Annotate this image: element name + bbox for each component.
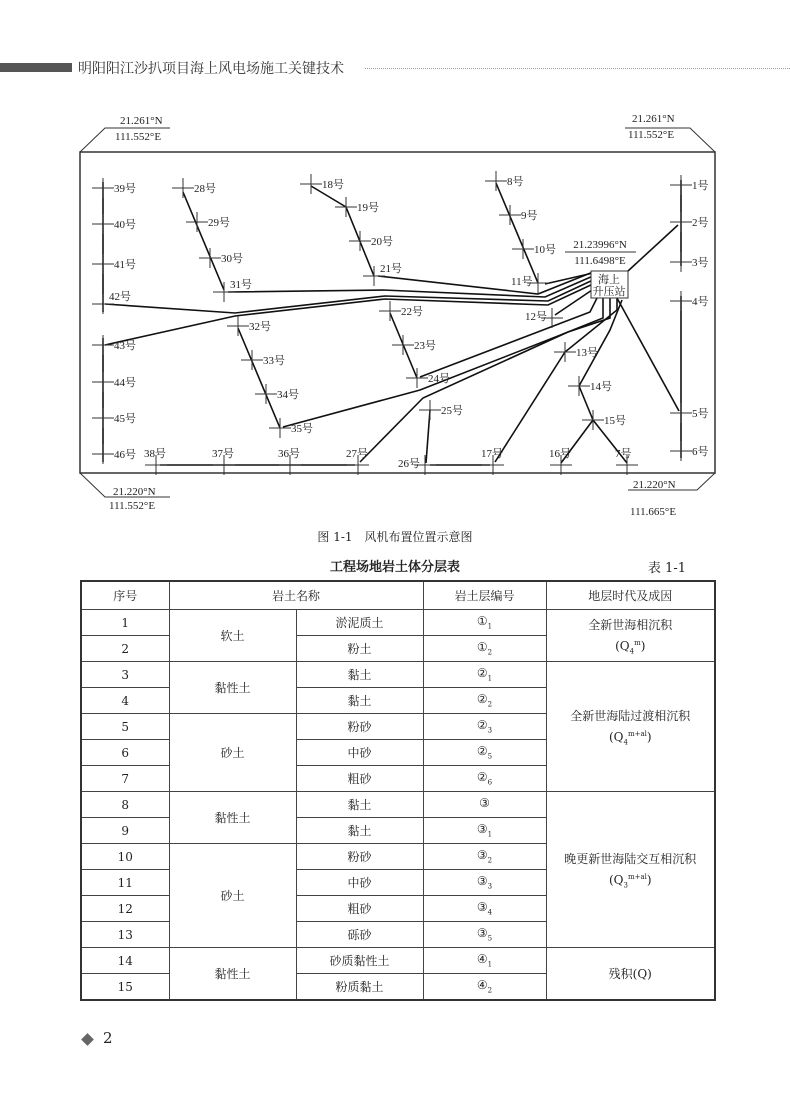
cell-code bbox=[423, 818, 546, 844]
era-symbol: $(Q_4^{m+al})$ bbox=[608, 729, 652, 747]
era-q-sup: m bbox=[634, 638, 641, 647]
table-row bbox=[81, 792, 715, 818]
turbine-marker bbox=[241, 350, 263, 370]
cell-code bbox=[423, 636, 546, 662]
turbine-label: 3号 bbox=[692, 257, 709, 269]
code-symbol: ① bbox=[476, 614, 488, 629]
cell-code bbox=[423, 922, 546, 948]
code-subscript: 5 bbox=[487, 934, 493, 943]
cell-no: 10 bbox=[81, 844, 169, 870]
cell-name: 黏土 bbox=[296, 792, 423, 818]
cell-era bbox=[546, 610, 715, 662]
code-symbol: ③ bbox=[476, 900, 488, 915]
cell-name: 粉质黏土 bbox=[296, 974, 423, 1001]
turbine-marker bbox=[512, 239, 534, 259]
code-symbol: ② bbox=[476, 718, 488, 733]
turbine-marker bbox=[92, 214, 114, 234]
cable-route bbox=[360, 298, 610, 462]
turbine-label: 39号 bbox=[114, 183, 136, 195]
corner-tl-lon: 111.552°E bbox=[115, 131, 162, 143]
turbine-label: 16号 bbox=[549, 448, 571, 460]
turbine-marker bbox=[670, 403, 692, 423]
cell-no: 1 bbox=[81, 610, 169, 636]
turbine-marker bbox=[379, 301, 401, 321]
corner-tr-lon: 111.552°E bbox=[628, 129, 675, 141]
running-header: 明阳阳江沙扒项目海上风电场施工关键技术 bbox=[78, 61, 344, 77]
corner-br-lat: 21.220°N bbox=[633, 479, 676, 491]
turbine-label: 44号 bbox=[114, 377, 136, 389]
turbine-marker bbox=[670, 441, 692, 461]
turbine-marker bbox=[92, 335, 114, 355]
cell-no: 14 bbox=[81, 948, 169, 974]
turbine-marker bbox=[199, 248, 221, 268]
code-symbol: ③ bbox=[476, 822, 488, 837]
code-symbol: ③ bbox=[479, 796, 490, 811]
code-subscript: 6 bbox=[487, 778, 493, 787]
soil-layer-table bbox=[80, 580, 716, 1001]
table-title: 工程场地岩土体分层表 bbox=[329, 560, 460, 575]
cell-no: 8 bbox=[81, 792, 169, 818]
cable-route bbox=[311, 186, 374, 276]
turbine-label: 32号 bbox=[249, 321, 271, 333]
turbine-label: 20号 bbox=[371, 236, 393, 248]
era-text: 残积(Q) bbox=[608, 967, 652, 981]
turbine-marker bbox=[269, 418, 291, 438]
turbine-label: 42号 bbox=[109, 291, 131, 303]
turbine-label: 21号 bbox=[380, 263, 402, 275]
cable-route bbox=[183, 192, 224, 290]
cell-name: 淤泥质土 bbox=[296, 610, 423, 636]
code-symbol: ② bbox=[476, 770, 488, 785]
footer-diamond-icon bbox=[81, 1033, 94, 1046]
turbine-label: 2号 bbox=[692, 217, 709, 229]
turbine-marker bbox=[92, 408, 114, 428]
cell-no: 12 bbox=[81, 896, 169, 922]
turbine-marker bbox=[172, 178, 194, 198]
cell-group: 黏性土 bbox=[169, 662, 296, 714]
code-subscript: 5 bbox=[487, 752, 493, 761]
turbine-label: 46号 bbox=[114, 449, 136, 461]
code-symbol: ② bbox=[476, 692, 488, 707]
era-text: 全新世海陆过渡相沉积 bbox=[570, 708, 691, 723]
era-q: Q bbox=[619, 638, 630, 653]
cell-no: 6 bbox=[81, 740, 169, 766]
turbine-marker bbox=[568, 376, 590, 396]
code-symbol: ③ bbox=[476, 848, 488, 863]
turbine-label: 22号 bbox=[401, 306, 423, 318]
cable-route bbox=[420, 298, 597, 377]
era-q-sub: 4 bbox=[623, 738, 628, 747]
cell-code bbox=[423, 662, 546, 688]
turbine-label: 24号 bbox=[428, 373, 450, 385]
era-q-sub: 4 bbox=[629, 647, 635, 656]
cell-no: 7 bbox=[81, 766, 169, 792]
col-header-name: 岩土名称 bbox=[169, 581, 423, 610]
era-q: Q bbox=[613, 872, 624, 887]
turbine-marker bbox=[335, 197, 357, 217]
turbine-label: 34号 bbox=[277, 389, 299, 401]
era-q: Q bbox=[613, 729, 624, 744]
col-header-code: 岩土层编号 bbox=[423, 581, 546, 610]
code-subscript: 1 bbox=[487, 622, 493, 631]
turbine-label: 41号 bbox=[114, 259, 136, 271]
turbine-label: 1号 bbox=[692, 180, 709, 192]
cell-name: 中砂 bbox=[296, 870, 423, 896]
turbine-label: 43号 bbox=[114, 340, 136, 352]
cell-code bbox=[423, 792, 546, 818]
turbine-label: 28号 bbox=[194, 183, 216, 195]
turbine-marker bbox=[670, 175, 692, 195]
code-subscript: 3 bbox=[487, 726, 493, 735]
table-row bbox=[81, 662, 715, 688]
cell-name: 粉土 bbox=[296, 636, 423, 662]
turbine-marker bbox=[499, 205, 521, 225]
cell-no: 2 bbox=[81, 636, 169, 662]
table-row bbox=[81, 610, 715, 636]
table-row bbox=[81, 948, 715, 974]
turbine-marker bbox=[419, 400, 441, 420]
turbine-label: 11号 bbox=[511, 276, 533, 288]
cell-group: 黏性土 bbox=[169, 948, 296, 1001]
cell-no: 13 bbox=[81, 922, 169, 948]
era-q-sup: m+al bbox=[627, 729, 647, 738]
cell-code bbox=[423, 740, 546, 766]
cell-name: 砂质黏性土 bbox=[296, 948, 423, 974]
cable-route bbox=[426, 410, 430, 463]
col-header-era: 地层时代及成因 bbox=[546, 581, 715, 610]
turbine-label: 25号 bbox=[441, 405, 463, 417]
cell-group: 黏性土 bbox=[169, 792, 296, 844]
code-subscript: 3 bbox=[487, 882, 493, 891]
code-subscript: 2 bbox=[487, 700, 493, 709]
cell-name: 粗砂 bbox=[296, 766, 423, 792]
turbine-label: 10号 bbox=[534, 244, 556, 256]
figure-caption: 图 1-1 风机布置位置示意图 bbox=[317, 530, 473, 544]
cell-name: 粗砂 bbox=[296, 896, 423, 922]
cell-code bbox=[423, 896, 546, 922]
cell-era bbox=[546, 662, 715, 792]
cell-code bbox=[423, 714, 546, 740]
substation-lon: 111.6498°E bbox=[574, 255, 626, 267]
corner-tl-lat: 21.261°N bbox=[120, 115, 163, 127]
code-symbol: ③ bbox=[476, 926, 488, 941]
code-subscript: 2 bbox=[487, 986, 493, 995]
turbine-label: 36号 bbox=[278, 448, 300, 460]
cell-name: 黏土 bbox=[296, 818, 423, 844]
turbine-label: 18号 bbox=[322, 179, 344, 191]
turbine-label: 13号 bbox=[576, 347, 598, 359]
cell-code bbox=[423, 688, 546, 714]
turbine-marker bbox=[392, 335, 414, 355]
code-symbol: ① bbox=[476, 640, 488, 655]
cell-name: 中砂 bbox=[296, 740, 423, 766]
cell-no: 9 bbox=[81, 818, 169, 844]
substation-label-2: 升压站 bbox=[592, 286, 626, 298]
corner-br-lon: 111.665°E bbox=[630, 506, 677, 518]
cell-group: 软土 bbox=[169, 610, 296, 662]
turbine-layout-diagram bbox=[0, 0, 790, 520]
turbine-marker bbox=[582, 410, 604, 430]
code-subscript: 4 bbox=[487, 908, 493, 917]
era-text: 全新世海相沉积 bbox=[588, 617, 673, 632]
code-symbol: ③ bbox=[476, 874, 488, 889]
cell-code bbox=[423, 610, 546, 636]
turbine-label: 15号 bbox=[604, 415, 626, 427]
cell-group: 砂土 bbox=[169, 714, 296, 792]
era-symbol: $(Q_3^{m+al})$ bbox=[608, 872, 652, 890]
turbine-label: 35号 bbox=[291, 423, 313, 435]
cell-code bbox=[423, 974, 546, 1001]
cell-name: 粉砂 bbox=[296, 714, 423, 740]
corner-bl-lat: 21.220°N bbox=[113, 486, 156, 498]
cell-name: 黏土 bbox=[296, 662, 423, 688]
cable-route bbox=[238, 328, 280, 428]
cable-route bbox=[496, 183, 538, 283]
cell-no: 15 bbox=[81, 974, 169, 1001]
turbine-label: 4号 bbox=[692, 296, 709, 308]
cell-name: 黏土 bbox=[296, 688, 423, 714]
page-number: 2 bbox=[103, 1029, 113, 1047]
cable-route bbox=[617, 298, 679, 411]
turbine-label: 29号 bbox=[208, 217, 230, 229]
code-subscript: 2 bbox=[487, 648, 493, 657]
corner-bl-lon: 111.552°E bbox=[109, 500, 156, 512]
turbine-label: 40号 bbox=[114, 219, 136, 231]
turbine-marker bbox=[92, 178, 114, 198]
turbine-label: 9号 bbox=[521, 210, 538, 222]
cell-code bbox=[423, 948, 546, 974]
era-text: 晚更新世海陆交互相沉积 bbox=[564, 851, 697, 866]
turbine-marker bbox=[670, 291, 692, 311]
cable-route bbox=[105, 284, 593, 345]
cable-route bbox=[628, 225, 678, 271]
turbine-marker bbox=[406, 368, 428, 388]
turbine-label: 17号 bbox=[481, 448, 503, 460]
turbine-label: 33号 bbox=[263, 355, 285, 367]
era-q-sub: 3 bbox=[623, 881, 628, 890]
turbine-label: 5号 bbox=[692, 408, 709, 420]
cell-code bbox=[423, 870, 546, 896]
turbine-marker bbox=[485, 171, 507, 191]
turbine-label: 37号 bbox=[212, 448, 234, 460]
turbine-marker bbox=[349, 231, 371, 251]
col-header-no: 序号 bbox=[81, 581, 169, 610]
cell-name: 砾砂 bbox=[296, 922, 423, 948]
substation-lat: 21.23996°N bbox=[573, 239, 627, 251]
turbine-label: 27号 bbox=[346, 448, 368, 460]
turbine-marker bbox=[670, 252, 692, 272]
substation-label-1: 海上 bbox=[598, 274, 620, 286]
turbine-label: 45号 bbox=[114, 413, 136, 425]
code-symbol: ② bbox=[476, 744, 488, 759]
turbine-label: 12号 bbox=[525, 311, 547, 323]
code-symbol: ④ bbox=[476, 952, 488, 967]
corner-tr-lat: 21.261°N bbox=[632, 113, 675, 125]
cell-no: 5 bbox=[81, 714, 169, 740]
turbine-label: 30号 bbox=[221, 253, 243, 265]
era-symbol: $(Q_4^m)$ bbox=[615, 638, 646, 656]
cell-era bbox=[546, 948, 715, 1001]
turbine-marker bbox=[92, 372, 114, 392]
turbine-marker bbox=[255, 384, 277, 404]
turbine-marker bbox=[227, 316, 249, 336]
cell-no: 4 bbox=[81, 688, 169, 714]
cell-code bbox=[423, 766, 546, 792]
cell-no: 11 bbox=[81, 870, 169, 896]
turbine-label: 38号 bbox=[144, 448, 166, 460]
code-subscript: 1 bbox=[487, 674, 493, 683]
turbine-label: 14号 bbox=[590, 381, 612, 393]
turbine-label: 8号 bbox=[507, 176, 524, 188]
code-symbol: ② bbox=[476, 666, 488, 681]
turbine-label: 26号 bbox=[398, 458, 420, 470]
cell-era bbox=[546, 792, 715, 948]
turbine-marker bbox=[92, 444, 114, 464]
turbine-label: 19号 bbox=[357, 202, 379, 214]
cell-code bbox=[423, 844, 546, 870]
turbine-label: 7号 bbox=[615, 448, 632, 460]
turbine-label: 31号 bbox=[230, 279, 252, 291]
turbine-marker bbox=[186, 212, 208, 232]
table-number: 表 1-1 bbox=[647, 561, 686, 576]
cell-no: 3 bbox=[81, 662, 169, 688]
code-symbol: ④ bbox=[476, 978, 488, 993]
turbine-marker bbox=[92, 254, 114, 274]
code-subscript: 2 bbox=[487, 856, 493, 865]
code-subscript: 1 bbox=[487, 960, 493, 969]
code-subscript: 1 bbox=[487, 830, 493, 839]
table-header-row bbox=[81, 581, 715, 610]
turbine-label: 23号 bbox=[414, 340, 436, 352]
cell-group: 砂土 bbox=[169, 844, 296, 948]
cell-name: 粉砂 bbox=[296, 844, 423, 870]
era-q-sup: m+al bbox=[627, 872, 647, 881]
turbine-label: 6号 bbox=[692, 446, 709, 458]
